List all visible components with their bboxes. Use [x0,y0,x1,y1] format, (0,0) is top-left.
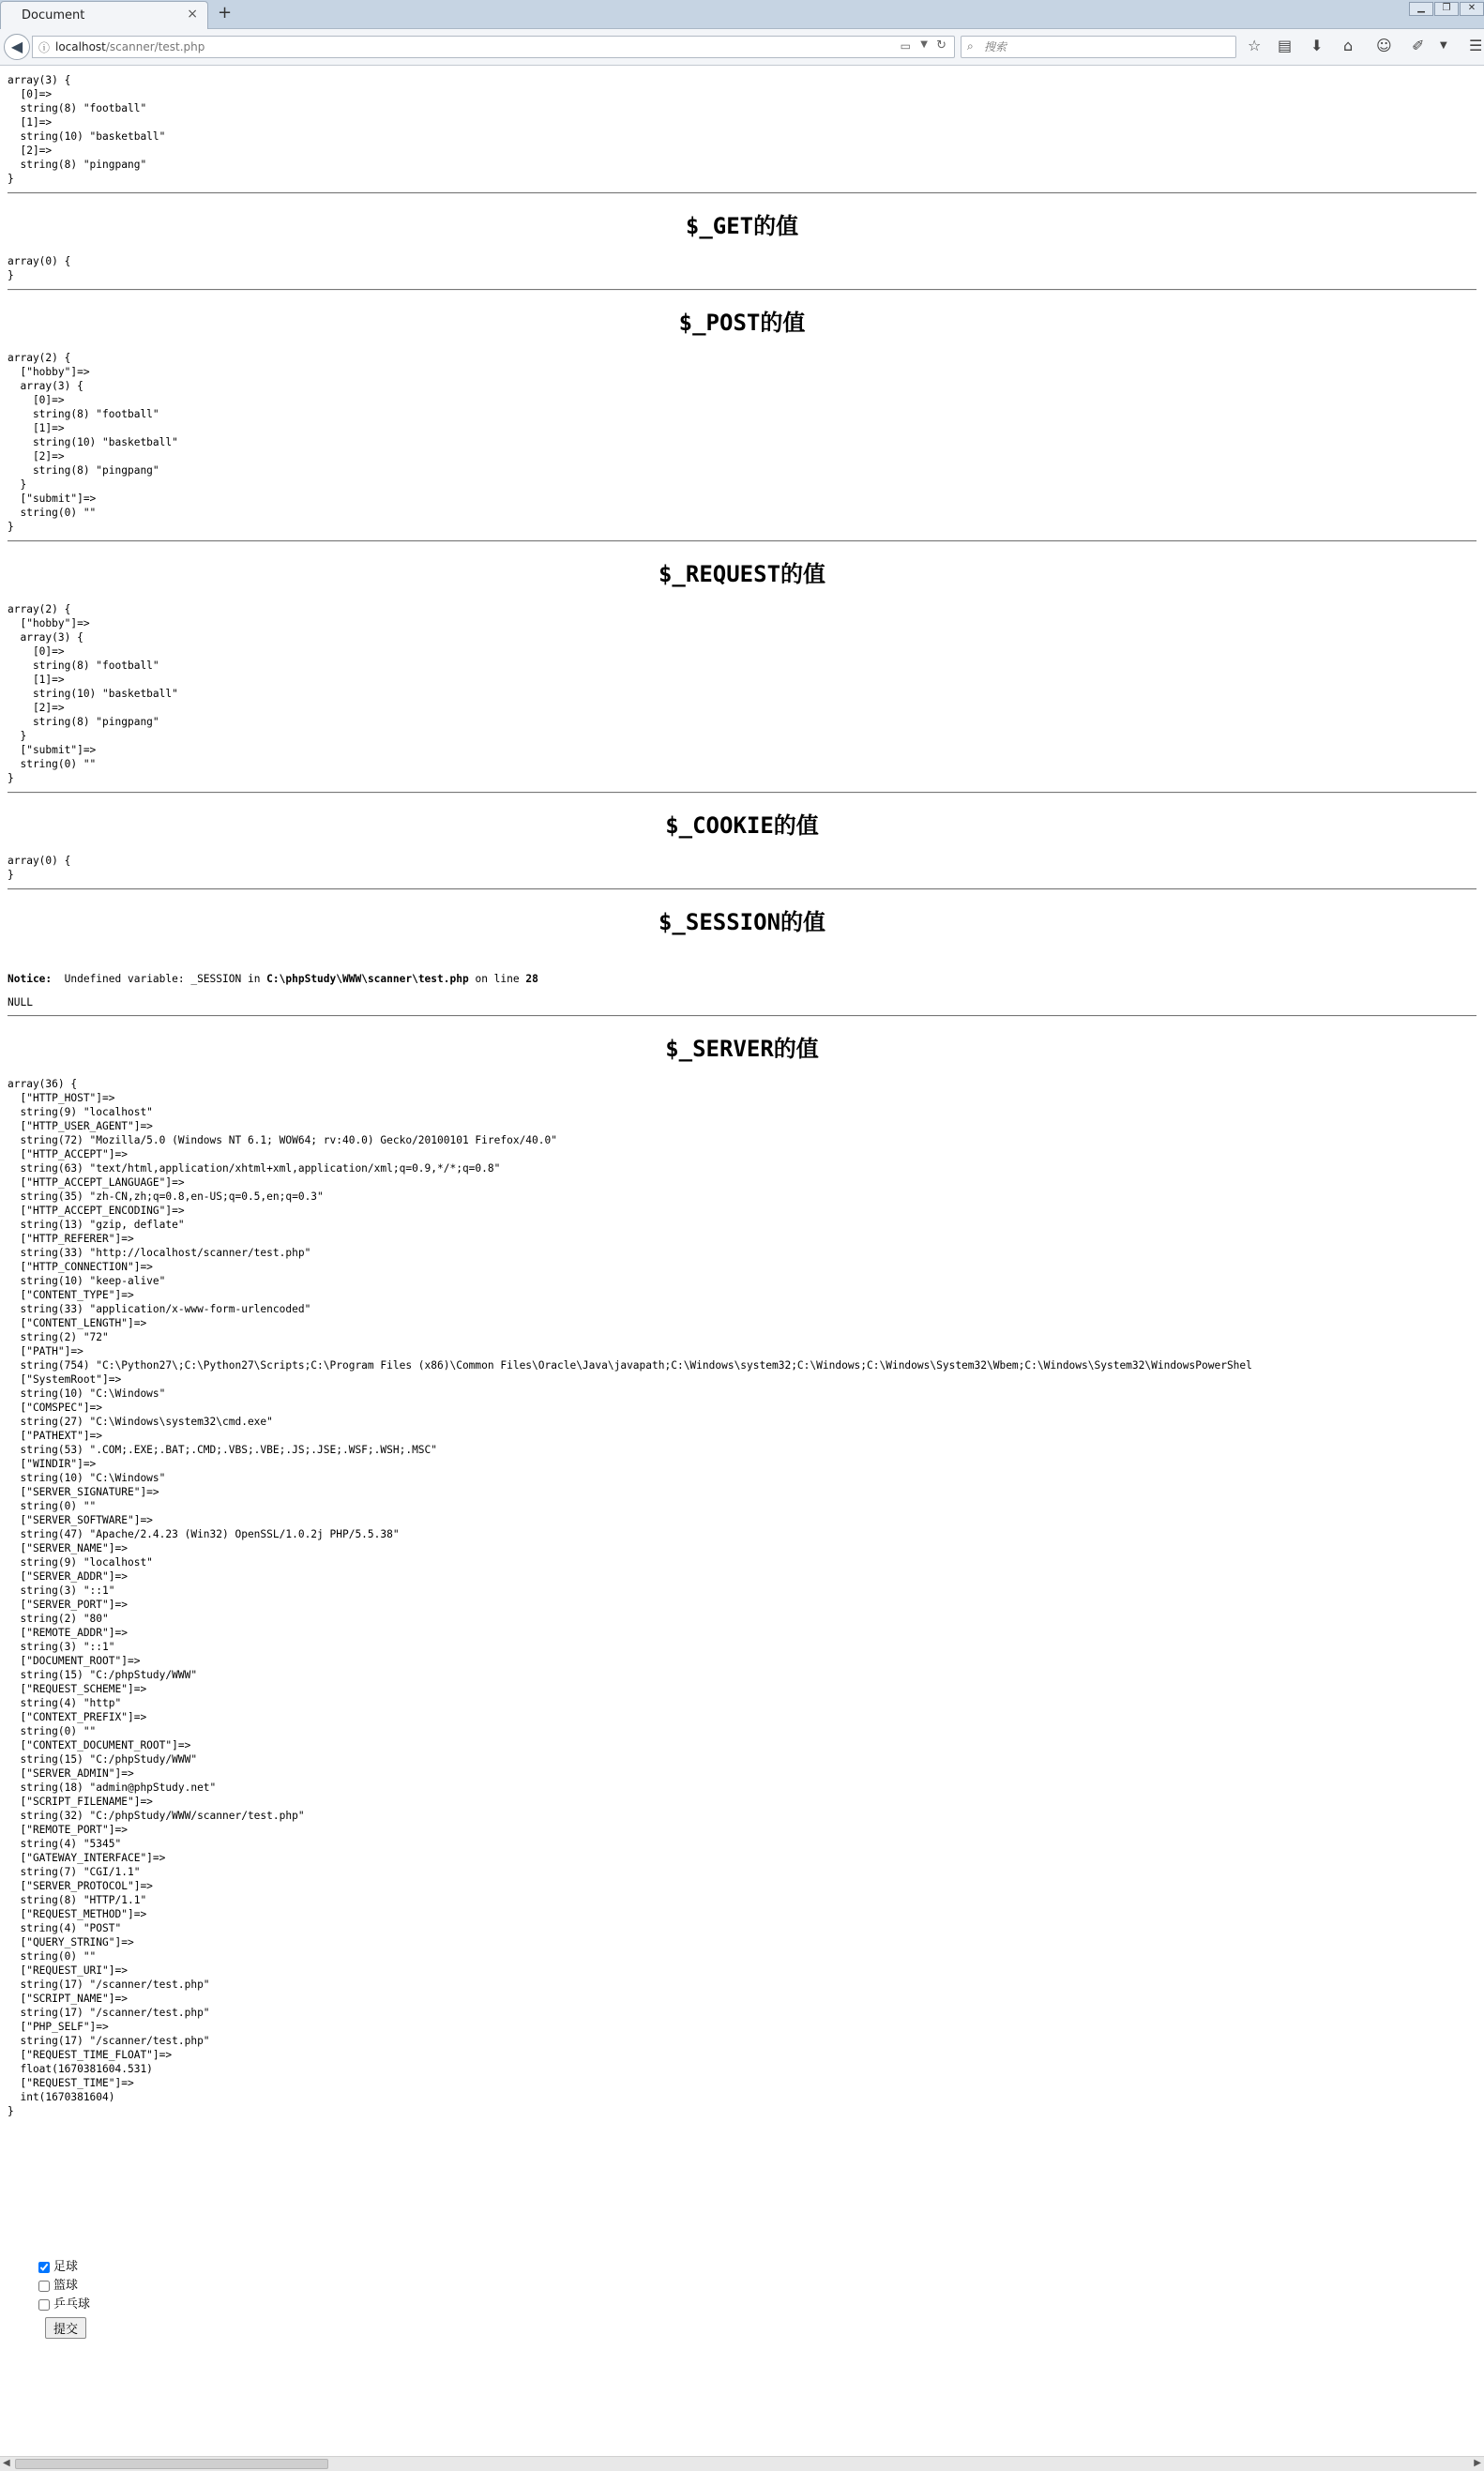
var-dump-cookie: array(0) { } [8,855,71,881]
submit-button[interactable]: 提交 [45,2317,86,2339]
navigation-toolbar [0,29,1484,66]
minimize-icon[interactable]: ▁ [1409,2,1433,16]
tab-title: Document [22,8,85,23]
bookmark-star-icon[interactable]: ☆ [1248,37,1262,54]
hobby-option-pingpang[interactable] [38,2297,1476,2315]
hobby-option-basketball[interactable] [38,2278,1476,2297]
divider [8,1015,1476,1017]
var-dump-hobby: array(3) { [0]=> string(8) "football" [1]=> string(10) "basketball" [2]=> string(8) "pingpang" } [8,74,166,185]
close-window-icon[interactable]: ✕ [1460,2,1484,16]
var-dump-request: array(2) { ["hobby"]=> array(3) { [0]=> string(8) "football" [1]=> string(10) "basketball" [2]=> string(8) "pingpang" } ["submit"]=> string(0) "" } [8,603,178,784]
football-label: 足球 [53,2260,79,2274]
tab-bar [0,0,1484,29]
tab-close-icon[interactable]: × [187,7,198,22]
divider [8,289,1476,291]
hobby-option-football[interactable] [38,2259,1476,2278]
url-text[interactable] [55,40,204,53]
reader-view-icon[interactable]: ▭ [900,39,911,53]
info-icon[interactable]: ⓘ [38,41,51,54]
pingpang-label: 乒乓球 [53,2297,91,2312]
search-icon: ⌕ [967,39,974,53]
var-dump-get: array(0) { } [8,255,71,281]
scroll-right-icon[interactable]: ▶ [1474,2458,1481,2468]
var-dump-server: array(36) { ["HTTP_HOST"]=> string(9) "localhost" ["HTTP_USER_AGENT"]=> string(72) "Mozilla/5.0 (Windows NT 6.1; WOW64; rv:40.0) Gecko/20100101 Firefox/40.0" ["HTTP_ACCEPT"]=> string(63) "text/html,application/xhtml+xml,application/xml;q=0.9,*/*;q=0.8" ["HTTP_ACCEPT_LANGUAGE"]=> string(35) "zh-CN,zh;q=0.8,en-US;q=0.5,en;q=0.3" ["HTTP_ACCEPT_ENCODING"]=> string(13) "gzip, deflate" ["HTTP_REFERER"]=> string(33) "http://localhost/scanner/test.php" ["HTTP_CONNECTION"]=> string(10) "keep-alive" ["CONTENT_TYPE"]=> string(33) "application/x-www-form-urlencoded" ["CONTENT_LENGTH"]=> string(2) "72" ["PATH"]=> string(754) "C:\Python27\;C:\Python27\Scripts;C:\Program Files (x86)\Common Files\Oracle\Java\javapath;C:\Windows\system32;C:\Windows;C:\Windows\System32\Wbem;C:\Windows\System32\WindowsPowerShel ["SystemRoot"]=> string(10) "C:\Windows" ["COMSPEC"]=> string(27) "C:\Windows\system32\cmd.exe" ["PATHEXT"]=> string(53) ".COM;.EXE;.BAT;.CMD;.VBS;.VBE;.JS;.JSE;.WSF;.WSH;.MSC" ["WINDIR"]=> string(10) "C:\Windows" ["SERVER_SIGNATURE"]=> string(0) "" ["SERVER_SOFTWARE"]=> string(47) "Apache/2.4.23 (Win32) OpenSSL/1.0.2j PHP/5.5.38" ["SERVER_NAME"]=> string(9) "localhost" ["SERVER_ADDR"]=> string(3) "::1" ["SERVER_PORT"]=> string(2) "80" ["REMOTE_ADDR"]=> string(3) "::1" ["DOCUMENT_ROOT"]=> string(15) "C:/phpStudy/WWW" ["REQUEST_SCHEME"]=> string(4) "http" ["CONTEXT_PREFIX"]=> string(0) "" ["CONTEXT_DOCUMENT_ROOT"]=> string(15) "C:/phpStudy/WWW" ["SERVER_ADMIN"]=> string(18) "admin@phpStudy.net" ["SCRIPT_FILENAME"]=> string(32) "C:/phpStudy/WWW/scanner/test.php" ["REMOTE_PORT"]=> string(4) "5345" ["GATEWAY_INTERFACE"]=> string(7) "CGI/1.1" ["SERVER_PROTOCOL"]=> string(8) "HTTP/1.1" ["REQUEST_METHOD"]=> string(4) "POST" ["QUERY_STRING"]=> string(0) "" ["REQUEST_URI"]=> string(17) "/scanner/test.php" ["SCRIPT_NAME"]=> string(17) "/scanner/test.php" ["PHP_SELF"]=> string(17) "/scanner/test.php" ["REQUEST_TIME_FLOAT"]=> float(1670381604.531) ["REQUEST_TIME"]=> int(1670381604) } [8,1078,1252,2117]
download-icon[interactable]: ⬇ [1310,37,1324,54]
post-heading: $_POST的值 [678,310,806,336]
notice-line: 28 [525,973,538,985]
basketball-checkbox[interactable] [38,2281,50,2292]
browser-tab[interactable] [0,1,208,29]
cookie-heading: $_COOKIE的值 [665,812,819,839]
divider [8,792,1476,794]
session-null: NULL [8,996,33,1008]
notice-label: Notice: [8,973,53,985]
get-heading: $_GET的值 [685,213,799,239]
horizontal-scrollbar[interactable] [0,2456,1484,2471]
restore-icon[interactable]: ❐ [1434,2,1459,16]
back-arrow-icon: ◀ [10,38,23,55]
divider [8,540,1476,542]
home-icon[interactable]: ⌂ [1343,37,1354,54]
menu-icon[interactable]: ☰ [1469,37,1483,54]
scroll-left-icon[interactable]: ◀ [3,2458,10,2468]
php-notice [8,973,1476,985]
session-heading: $_SESSION的值 [658,909,826,935]
url-host: localhost [55,40,106,53]
page-content [0,66,1484,2456]
search-input[interactable] [984,38,1228,55]
request-heading: $_REQUEST的值 [658,561,826,587]
notice-path: C:\phpStudy\WWW\scanner\test.php [266,973,469,985]
notice-on: on line [468,973,526,985]
server-heading: $_SERVER的值 [665,1036,819,1062]
back-button[interactable] [4,34,30,60]
search-box[interactable] [961,36,1236,58]
var-dump-post: array(2) { ["hobby"]=> array(3) { [0]=> string(8) "football" [1]=> string(10) "basketball" [2]=> string(8) "pingpang" } ["submit"]=> string(0) "" } [8,352,178,533]
chat-icon[interactable]: ☺ [1376,37,1392,54]
hobby-form [8,2259,1476,2339]
address-bar[interactable] [32,36,955,58]
extension-dropdown-icon[interactable]: ▼ [1440,40,1447,51]
extension-icon[interactable]: ✐ [1412,37,1425,54]
history-dropdown-icon[interactable]: ▼ [920,39,928,50]
notice-text: Undefined variable: _SESSION in [52,973,267,985]
reload-icon[interactable]: ↻ [936,38,946,53]
pingpang-checkbox[interactable] [38,2299,50,2311]
new-tab-icon[interactable]: + [218,3,233,23]
football-checkbox[interactable] [38,2262,50,2273]
bookmarks-list-icon[interactable]: ▤ [1278,37,1293,54]
url-path: /scanner/test.php [105,40,205,53]
basketball-label: 篮球 [53,2279,79,2293]
divider [8,888,1476,890]
divider [8,192,1476,194]
scrollbar-thumb[interactable] [15,2459,328,2469]
